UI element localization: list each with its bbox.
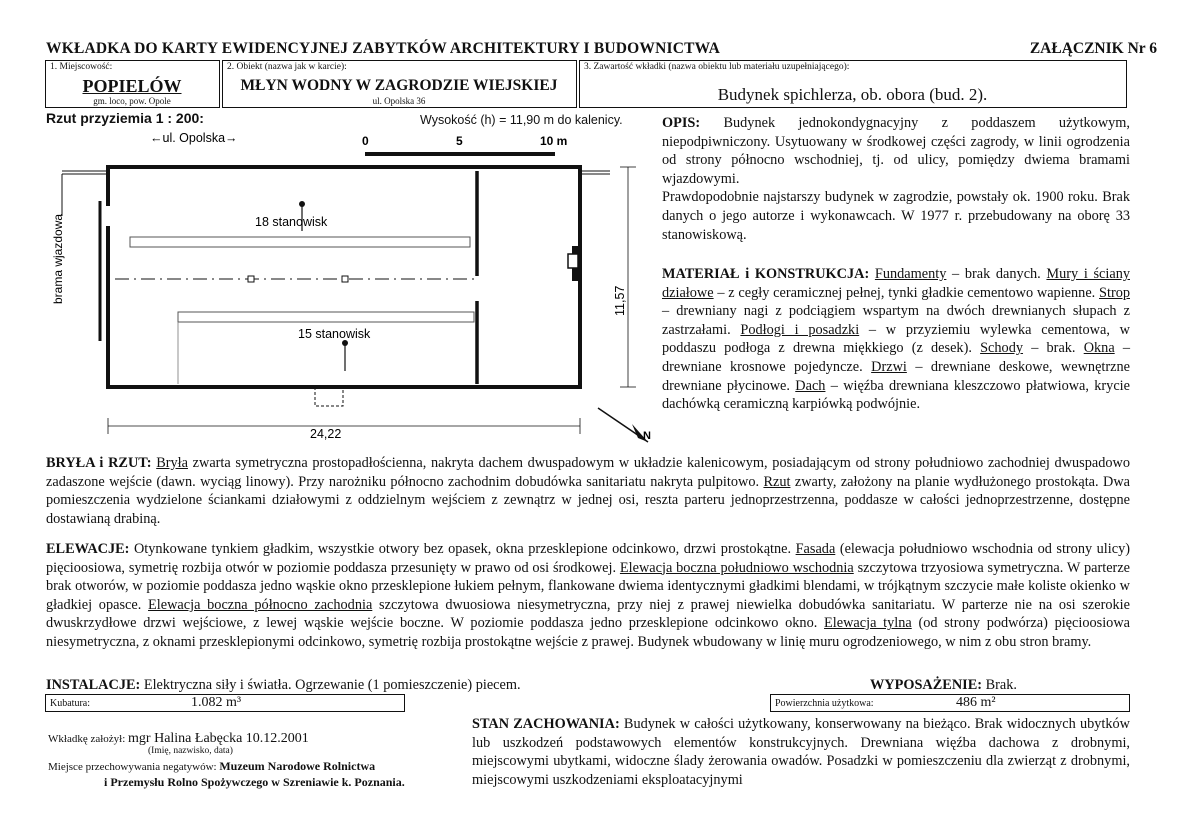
instalacje-heading: INSTALACJE:: [46, 677, 141, 693]
powierzchnia-box: [770, 694, 1130, 712]
trough-bottom: [178, 312, 474, 322]
bryla-term: Bryła: [156, 455, 188, 471]
material-drzwi-text: – drewniane deskowe, wewnętrzne drewniane płycinowe.: [662, 358, 1130, 394]
bryla-section: [46, 454, 1130, 528]
locality-value: POPIELÓW: [82, 76, 182, 96]
elewacje-tylna: Elewacja tylna: [824, 615, 912, 632]
stan-text: Budynek w całości użytkowany, konserwowany na bieżąco. Brak widocznych ubytków lub uszkodzeń podstawowych elementów konstrukcyjnych. Drewniana więźba dachowa z drobnymi, miejscowymi ubytkami, widoczne ślady żerowania owadów. Posadzki w pomieszczeniu dla zwierząt z drobnymi, miejscowymi uszkodzeniami eksploatacyjnymi: [472, 716, 1131, 788]
object-value: MŁYN WODNY W ZAGRODZIE WIEJSKIEJ: [240, 77, 558, 94]
content-value: Budynek spichlerza, ob. obora (bud. 2).: [717, 85, 988, 104]
floor-plan: [40, 126, 660, 456]
elewacje-boczna-pw: Elewacja boczna południowo wschodnia: [619, 559, 854, 576]
gate-label: brama wjazdowa: [51, 213, 65, 304]
negatives-label: Miejsce przechowywania negatywów:: [48, 761, 217, 773]
material-heading: MATERIAŁ i KONSTRUKCJA:: [662, 266, 870, 282]
material-dach: Dach: [795, 377, 826, 394]
wyposazenie-heading: WYPOSAŻENIE:: [870, 677, 983, 693]
instalacje-text: Elektryczna siły i światła. Ogrzewanie (1 pomieszczenie) piecem.: [140, 677, 521, 693]
kubatura-label: Kubatura:: [50, 698, 90, 709]
material-podlogi-text: – w przyziemiu wylewka cementowa, w poddaszu podłoga z drewna miękkiego (z desek).: [662, 321, 1130, 357]
room-label-15: 15 stanowisk: [298, 327, 371, 341]
bryla-heading: BRYŁA i RZUT:: [46, 455, 152, 471]
instalacje-line: [46, 676, 746, 695]
material-mury: Mury i ściany działowe: [662, 266, 1130, 301]
object-box: [222, 60, 577, 108]
wyposazenie-text: Brak.: [982, 677, 1017, 693]
scale-bar: [365, 152, 555, 156]
material-schody: Schody: [980, 340, 1024, 357]
bryla-text: zwarta symetryczna prostopadłościenna, nakryta dachem dwuspadowym w układzie kalenicowym, posiadającym od strony południowo zachodniej dwuspadowo zadaszone wejście (dawn. wyciąg linowy). Przy narożniku północno zachodnim dobudówka sanitariatu nakryta pulpitowo.: [46, 455, 1131, 490]
material-okna: Okna: [1083, 340, 1115, 357]
elewacje-tylna-text: (od strony podwórza) pięcioosiowa niesymetryczna, z oknami przesklepionymi odcinkowo, symetrię rozbija prostokątne wejście z prawej. Budynek wbudowany w linię muru ogrodzeniowego, w nim z obu stron bramy.: [46, 615, 1130, 650]
elewacje-intro: Otynkowane tynkiem gładkim, wszystkie otwory bez opasek, okna przesklepione odcinkowo, drzwi prostokątne.: [129, 541, 796, 557]
content-label: 3. Zawartość wkładki (nazwa obiektu lub materiału uzupełniającego):: [584, 62, 850, 72]
elewacje-boczna-pz: Elewacja boczna północno zachodnia: [148, 596, 373, 613]
stan-heading: STAN ZACHOWANIA:: [472, 716, 620, 732]
rzut-term: Rzut: [763, 473, 791, 490]
material-strop-text: – drewniany nagi z podciągiem wspartym na dwóch drewnianych słupach z zastrzałami.: [662, 303, 1130, 338]
plan-title: Rzut przyziemia 1 : 200:: [46, 110, 204, 126]
elewacje-fasada: Fasada: [795, 541, 836, 557]
object-sub: ul. Opolska 36: [372, 96, 426, 106]
elewacje-heading: ELEWACJE:: [46, 541, 130, 557]
material-section: [662, 265, 1130, 414]
locality-sub: gm. loco, pow. Opole: [93, 96, 171, 106]
material-drzwi: Drzwi: [871, 358, 907, 375]
elewacje-section: [46, 540, 1130, 652]
material-dach-text: – więźba drewniana kleszczowo płatwiowa, krycie dachówką ceramiczną karpiówką podwójnie.: [662, 377, 1130, 413]
author-label: Wkładkę założył:: [48, 733, 126, 745]
elewacje-boczna-pz-text: szczytowa dwuosiowa niesymetryczna, przy niej z prawej niewielka dobudówka sanitariatu. W parterze nie na osi szerokie dwuskrzydłowe drzwi wejściowe, z lewej wąskie wejście boczne. W poziomie poddasza jedno przesklepione odcinkowo okno.: [46, 596, 1130, 632]
opis-heading: OPIS:: [662, 115, 701, 131]
opis-p2: Prawdopodobnie najstarszy budynek w zagrodzie, powstały ok. 1900 roku. Brak danych o jego autorze i wykonawcach. W 1977 r. przebudowany na oborę 33 stanowiskową.: [662, 189, 1130, 243]
material-mury-text: – z cegły ceramicznej pełnej, tynki gładkie cementowo wapienne.: [713, 284, 1100, 301]
elewacje-boczna-pw-text: szczytowa trzyosiowa symetryczna. W parterze brak otworów, w poziomie poddasza jedno wąskie okno przesklepione łukiem pełnym, flankowane dwiema identycznymi gładkimi blendami, w trójkątnym szczycie małe koliste okienko w gładkiej opasce.: [46, 559, 1131, 613]
powierzchnia-label: Powierzchnia użytkowa:: [775, 698, 874, 709]
author-line: [48, 731, 309, 747]
powierzchnia-value: 486 m²: [956, 695, 996, 710]
material-fundamenty-text: – brak danych.: [946, 266, 1047, 282]
wyposazenie-line: [870, 676, 1130, 695]
annex-number: ZAŁĄCZNIK Nr 6: [1029, 40, 1157, 57]
opis-p1: Budynek jednokondygnacyjny z poddaszem użytkowym, niepodpiwniczony. Usytuowany w środkowej części zagrody, w linii ogrodzenia od strony północno wschodniej, tj. od ulicy, pomiędzy dwiema bramami wjazdowymi.: [662, 115, 1131, 187]
material-okna-text: – drewniane krosnowe pojedyncze.: [662, 340, 1131, 375]
room-label-18: 18 stanowisk: [255, 215, 328, 229]
locality-box: [45, 60, 220, 108]
scale-10: 10 m: [540, 134, 568, 148]
trough-top: [130, 237, 470, 247]
document-title: WKŁADKA DO KARTY EWIDENCYJNEJ ZABYTKÓW ARCHITEKTURY I BUDOWNICTWA: [46, 40, 721, 57]
content-box: [579, 60, 1127, 108]
dim-depth: 11,57: [613, 285, 627, 316]
material-podlogi: Podłogi i posadzki: [740, 321, 860, 338]
kubatura-value: 1.082 m³: [191, 695, 242, 710]
locality-label: 1. Miejscowość:: [50, 62, 113, 72]
street-label: ←ul. Opolska→: [150, 131, 238, 145]
elewacje-fasada-text: (elewacja południowo wschodnia od strony ulicy) pięcioosiowa, symetrię rozbija otwór w poziomie poddasza przesunięty w prawo od osi środkowej.: [46, 541, 1130, 576]
object-label: 2. Obiekt (nazwa jak w karcie):: [227, 62, 347, 72]
material-fundamenty: Fundamenty: [874, 266, 947, 282]
material-schody-text: – brak.: [1023, 340, 1084, 357]
dim-width: 24,22: [310, 427, 342, 441]
author-value: mgr Halina Łabęcka 10.12.2001: [128, 731, 309, 746]
author-sub: (Imię, nazwisko, data): [148, 746, 233, 756]
negatives-1: Muzeum Narodowe Rolnictwa: [219, 759, 376, 773]
opis-section: [662, 114, 1130, 244]
negatives-line: [48, 759, 375, 774]
material-strop: Strop: [1099, 284, 1130, 301]
stan-section: [472, 715, 1130, 789]
north-label: N: [643, 430, 651, 442]
scale-0: 0: [362, 134, 369, 148]
rzut-text: zwarty, założony na planie wydłużonego prostokąta. Dwa pomieszczenia wydzielone ściankami działowymi z oddzielnym wejściem z zewnątrz w jednej osi, reszta parteru jednoprzestrzenna, poddasze w całości jednoprzestrzenne, dostępne dostawianą drabiną.: [46, 473, 1130, 527]
negatives-2: i Przemysłu Rolno Spożywczego w Szreniawie k. Poznania.: [104, 775, 405, 789]
scale-5: 5: [456, 134, 463, 148]
height-note: Wysokość (h) = 11,90 m do kalenicy.: [420, 113, 623, 127]
kubatura-box: [45, 694, 405, 712]
